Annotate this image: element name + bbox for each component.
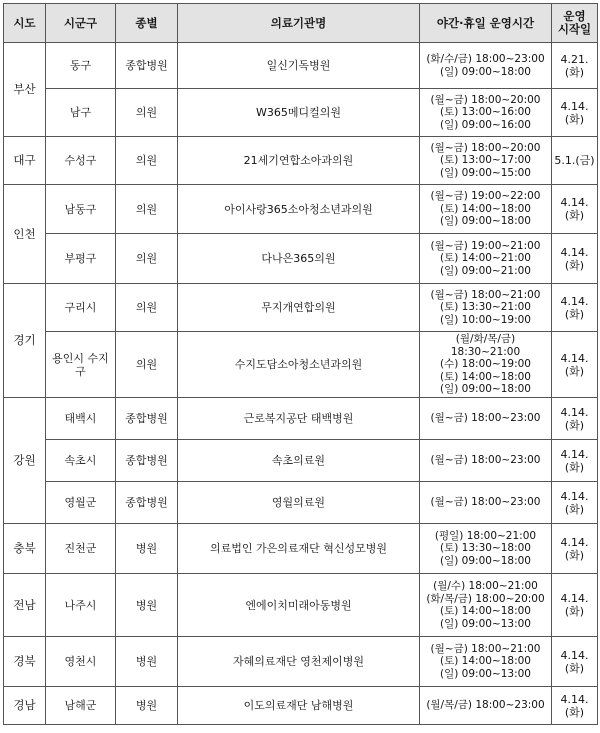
province-cell: 인천 [4,185,46,284]
type-cell: 종합병원 [116,482,178,524]
hours-cell: (월~금) 18:00~23:00 [420,398,552,440]
hours-cell: (평일) 18:00~21:00 (토) 13:30~18:00 (일) 09:00~18:00 [420,524,552,574]
district-cell: 남구 [46,89,116,137]
table-row [4,89,598,137]
start-cell: 4.14.(화) [552,185,598,234]
province-cell: 전남 [4,574,46,637]
district-cell: 속초시 [46,440,116,482]
hours-cell: (화/수/금) 18:00~23:00 (일) 09:00~18:00 [420,43,552,89]
hospital-cell: 일신기독병원 [178,43,420,89]
district-cell: 남해군 [46,687,116,725]
type-cell: 병원 [116,637,178,687]
type-cell: 종합병원 [116,440,178,482]
district-cell: 수성구 [46,137,116,185]
start-cell: 4.14.(화) [552,440,598,482]
table-row [4,482,598,524]
district-cell: 동구 [46,43,116,89]
start-cell: 4.14.(화) [552,687,598,725]
header-district: 시군구 [46,4,116,43]
hospital-cell: 속초의료원 [178,440,420,482]
district-cell: 영천시 [46,637,116,687]
province-cell: 경기 [4,284,46,398]
hours-cell: (월~금) 18:00~23:00 [420,482,552,524]
hours-cell: (월~금) 18:00~21:00 (토) 14:00~18:00 (일) 09:00~13:00 [420,637,552,687]
start-cell: 4.14.(화) [552,637,598,687]
header-start: 운영 시작일 [552,4,598,43]
type-cell: 의원 [116,89,178,137]
type-cell: 의원 [116,284,178,332]
province-cell: 대구 [4,137,46,185]
table-row [4,185,598,234]
hospital-cell: 근로복지공단 태백병원 [178,398,420,440]
hospital-cell: 엔에이치미래아동병원 [178,574,420,637]
table-row [4,637,598,687]
start-cell: 4.14.(화) [552,524,598,574]
province-cell: 강원 [4,398,46,524]
table-row [4,687,598,725]
hours-cell: (월~금) 18:00~23:00 [420,440,552,482]
hospital-cell: 다나은365의원 [178,234,420,284]
table-row [4,440,598,482]
type-cell: 의원 [116,234,178,284]
hospital-cell: 아이사랑365소아청소년과의원 [178,185,420,234]
type-cell: 의원 [116,185,178,234]
district-cell: 태백시 [46,398,116,440]
table-row [4,284,598,332]
header-hospital: 의료기관명 [178,4,420,43]
district-cell: 영월군 [46,482,116,524]
table-row [4,398,598,440]
type-cell: 병원 [116,574,178,637]
type-cell: 병원 [116,524,178,574]
province-cell: 충북 [4,524,46,574]
hospital-cell: 의료법인 가은의료재단 혁신성모병원 [178,524,420,574]
hours-cell: (월/수) 18:00~21:00 (화/목/금) 18:00~20:00 (토) 14:00~18:00 (일) 09:00~13:00 [420,574,552,637]
header-type: 종별 [116,4,178,43]
hospital-cell: 영월의료원 [178,482,420,524]
province-cell: 부산 [4,43,46,137]
header-province: 시도 [4,4,46,43]
start-cell: 4.14.(화) [552,234,598,284]
province-cell: 경남 [4,687,46,725]
header-row [4,4,598,43]
province-cell: 경북 [4,637,46,687]
start-cell: 4.14.(화) [552,89,598,137]
start-cell: 4.14.(화) [552,284,598,332]
type-cell: 의원 [116,332,178,398]
hours-cell: (월~금) 18:00~20:00 (토) 13:00~17:00 (일) 09:00~15:00 [420,137,552,185]
type-cell: 의원 [116,137,178,185]
hours-cell: (월/목/금) 18:00~23:00 [420,687,552,725]
district-cell: 나주시 [46,574,116,637]
type-cell: 종합병원 [116,43,178,89]
hospital-cell: 수지도담소아청소년과의원 [178,332,420,398]
start-cell: 4.21.(화) [552,43,598,89]
start-cell: 5.1.(금) [552,137,598,185]
hospital-table [3,3,598,725]
start-cell: 4.14.(화) [552,332,598,398]
district-cell: 부평구 [46,234,116,284]
table-row [4,234,598,284]
hospital-cell: W365메디컬의원 [178,89,420,137]
table-row [4,137,598,185]
hours-cell: (월~금) 19:00~22:00 (토) 14:00~18:00 (일) 09:00~18:00 [420,185,552,234]
type-cell: 병원 [116,687,178,725]
hospital-cell: 무지개연합의원 [178,284,420,332]
table-row [4,332,598,398]
hospital-cell: 21세기연합소아과의원 [178,137,420,185]
district-cell: 용인시 수지구 [46,332,116,398]
start-cell: 4.14.(화) [552,482,598,524]
hours-cell: (월~금) 19:00~21:00 (토) 14:00~21:00 (일) 09:00~21:00 [420,234,552,284]
hospital-cell: 자혜의료재단 영천제이병원 [178,637,420,687]
start-cell: 4.14.(화) [552,398,598,440]
table-row [4,574,598,637]
district-cell: 진천군 [46,524,116,574]
district-cell: 구리시 [46,284,116,332]
header-hours: 야간·휴일 운영시간 [420,4,552,43]
hours-cell: (월/화/목/금) 18:30~21:00 (수) 18:00~19:00 (토) 14:00~18:00 (일) 09:00~18:00 [420,332,552,398]
hours-cell: (월~금) 18:00~21:00 (토) 13:30~21:00 (일) 10:00~19:00 [420,284,552,332]
hospital-cell: 이도의료재단 남해병원 [178,687,420,725]
district-cell: 남동구 [46,185,116,234]
table-row [4,524,598,574]
start-cell: 4.14.(화) [552,574,598,637]
type-cell: 종합병원 [116,398,178,440]
hours-cell: (월~금) 18:00~20:00 (토) 13:00~16:00 (일) 09:00~16:00 [420,89,552,137]
table-row [4,43,598,89]
